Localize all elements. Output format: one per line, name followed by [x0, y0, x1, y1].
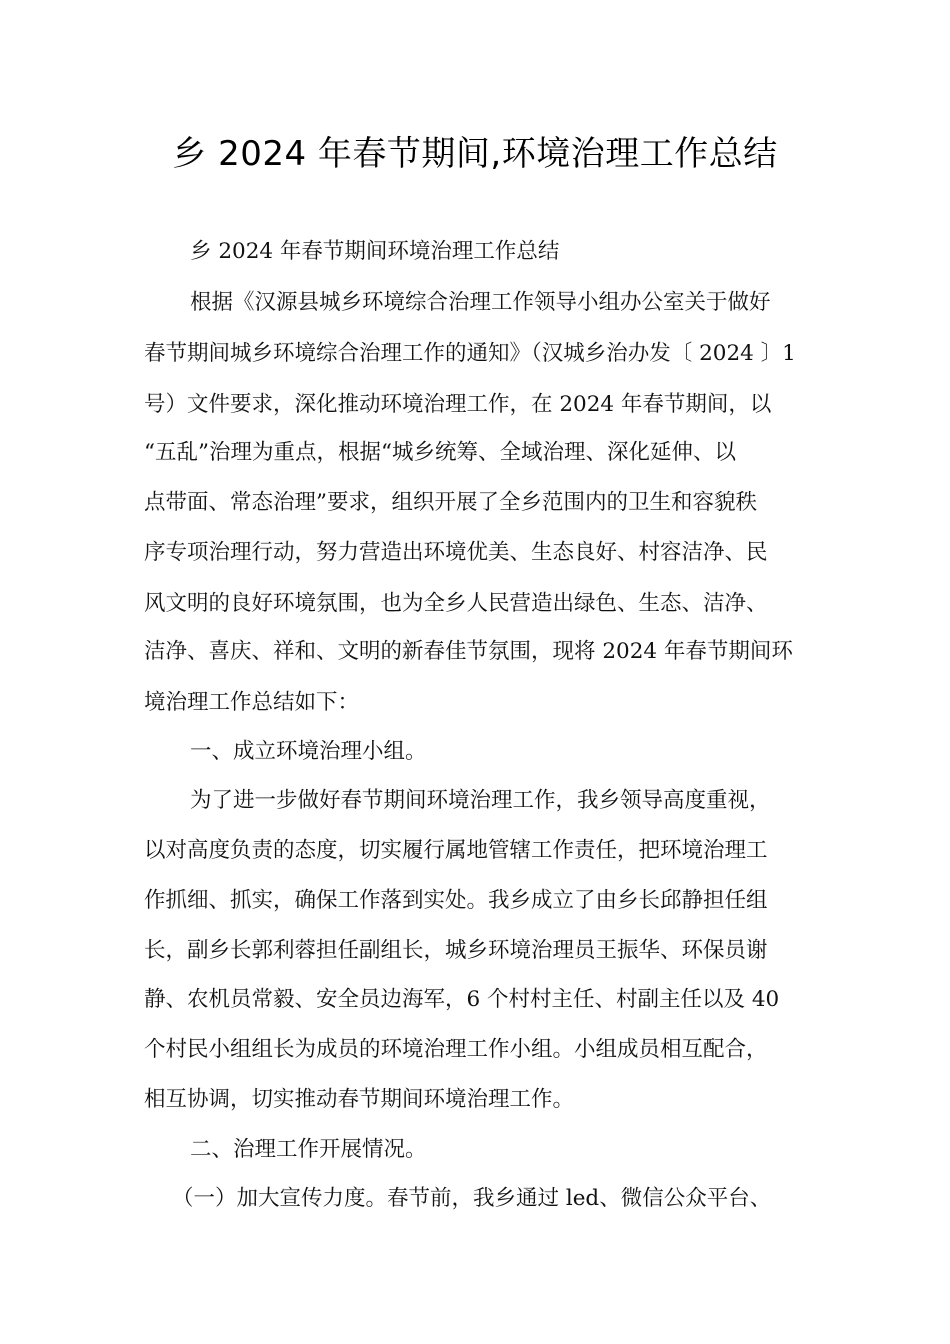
paragraph-line: （一）加大宣传力度。春节前，我乡通过 led、微信公众平台、	[172, 1186, 772, 1211]
paragraph-line: 点带面、常态治理”要求，组织开展了全乡范围内的卫生和容貌秩	[144, 490, 757, 515]
section-heading: 一、成立环境治理小组。	[190, 739, 427, 764]
paragraph-line: 序专项治理行动，努力营造出环境优美、生态良好、村容洁净、民	[144, 540, 768, 565]
paragraph-line: 个村民小组组长为成员的环境治理工作小组。小组成员相互配合，	[144, 1037, 768, 1062]
paragraph-line: 长，副乡长郭利蓉担任副组长，城乡环境治理员王振华、环保员谢	[144, 938, 768, 963]
paragraph-line: 根据《汉源县城乡环境综合治理工作领导小组办公室关于做好	[190, 290, 771, 315]
paragraph-line: “五乱”治理为重点，根据“城乡统筹、全域治理、深化延伸、以	[144, 440, 736, 465]
paragraph-line: 以对高度负责的态度，切实履行属地管辖工作责任，把环境治理工	[144, 838, 768, 863]
paragraph-line: 为了进一步做好春节期间环境治理工作，我乡领导高度重视，	[190, 788, 771, 813]
paragraph-line: 作抓细、抓实，确保工作落到实处。我乡成立了由乡长邱静担任组	[144, 888, 768, 913]
paragraph-line: 静、农机员常毅、安全员边海军，6 个村村主任、村副主任以及 40	[144, 987, 780, 1012]
paragraph-line: 境治理工作总结如下：	[144, 690, 360, 715]
paragraph-line: 相互协调，切实推动春节期间环境治理工作。	[144, 1087, 575, 1112]
paragraph-line: 号）文件要求，深化推动环境治理工作，在 2024 年春节期间，以	[144, 392, 772, 417]
paragraph-line: 洁净、喜庆、祥和、文明的新春佳节氛围，现将 2024 年春节期间环	[144, 639, 793, 664]
subtitle-line: 乡 2024 年春节期间环境治理工作总结	[190, 239, 560, 264]
paragraph-line: 春节期间城乡环境综合治理工作的通知》（汉城乡治办发〔 2024 〕1	[144, 341, 796, 366]
document-title: 乡 2024 年春节期间,环境治理工作总结	[172, 134, 778, 174]
paragraph-line: 风文明的良好环境氛围，也为全乡人民营造出绿色、生态、洁净、	[144, 591, 768, 616]
section-heading: 二、治理工作开展情况。	[190, 1137, 427, 1162]
